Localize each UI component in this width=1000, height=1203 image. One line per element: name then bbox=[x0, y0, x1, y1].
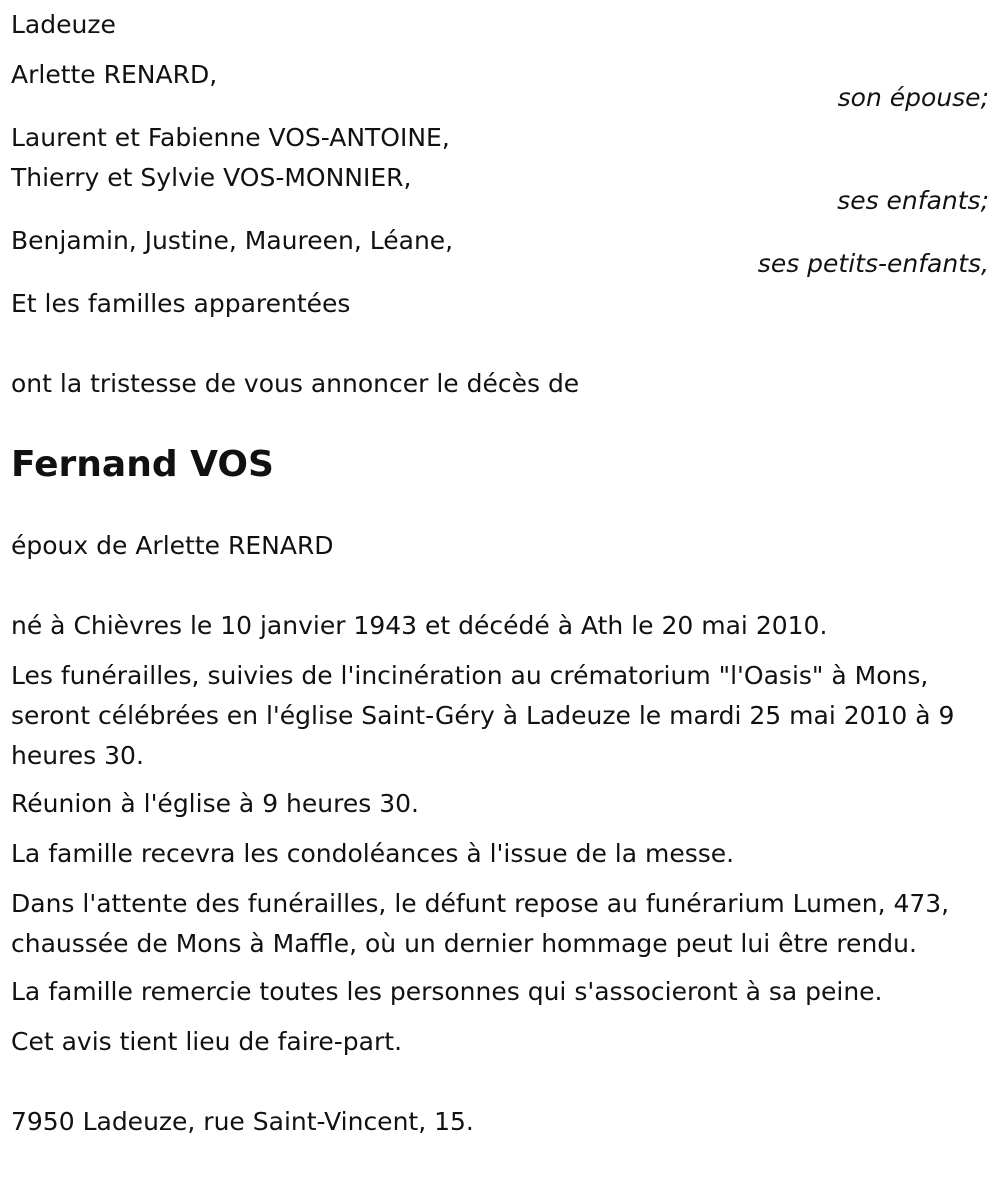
condolences: La famille recevra les condoléances à l'issue de la messe. bbox=[11, 839, 735, 868]
child-1: Laurent et Fabienne VOS-ANTOINE, bbox=[11, 123, 450, 152]
announcement: ont la tristesse de vous annoncer le décès de bbox=[11, 369, 580, 398]
family-address: 7950 Ladeuze, rue Saint-Vincent, 15. bbox=[11, 1107, 474, 1136]
deceased-name: Fernand VOS bbox=[11, 444, 274, 485]
child-2: Thierry et Sylvie VOS-MONNIER, bbox=[11, 163, 412, 192]
church-gathering: Réunion à l'église à 9 heures 30. bbox=[11, 789, 419, 818]
thanks: La famille remercie toutes les personnes qui s'associeront à sa peine. bbox=[11, 977, 883, 1006]
obituary-notice bbox=[11, 0, 989, 1142]
faire-part-notice: Cet avis tient lieu de faire-part. bbox=[11, 1027, 403, 1056]
header-place: Ladeuze bbox=[11, 10, 116, 39]
grandchildren-names: Benjamin, Justine, Maureen, Léane, bbox=[11, 226, 454, 255]
related-families: Et les familles apparentées bbox=[11, 289, 351, 318]
children-role: ses enfants; bbox=[837, 186, 989, 215]
spouse-name: Arlette RENARD, bbox=[11, 60, 218, 89]
funeral-details: Les funérailles, suivies de l'incinération au crématorium "l'Oasis" à Mons, seront célébrées en l'église Saint-Géry à Ladeuze le mardi 25 mai 2010 à 9 heures 30. bbox=[11, 661, 955, 770]
birth-death: né à Chièvres le 10 janvier 1943 et décédé à Ath le 20 mai 2010. bbox=[11, 611, 828, 640]
grandchildren-role: ses petits-enfants, bbox=[757, 249, 989, 278]
spouse-of: époux de Arlette RENARD bbox=[11, 531, 334, 560]
spouse-role: son épouse; bbox=[837, 83, 989, 112]
visitation-details: Dans l'attente des funérailles, le défunt repose au funérarium Lumen, 473, chaussée de Mons à Maffle, où un dernier hommage peut lui être rendu. bbox=[11, 889, 950, 958]
